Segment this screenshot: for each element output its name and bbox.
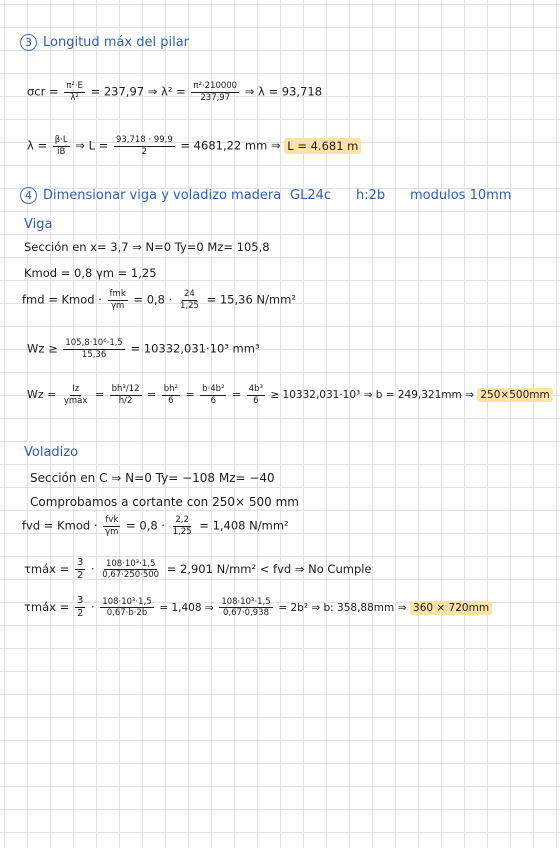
numerator: 108·10³·1,5: [105, 558, 156, 569]
numerator: 3: [76, 557, 84, 568]
wz-equation-1: [27, 339, 260, 359]
fraction: [191, 82, 239, 102]
fraction: [110, 385, 142, 405]
denominator: 0,67·250·500: [102, 570, 160, 580]
fraction: [103, 516, 120, 536]
section-title: Longitud máx del pilar: [43, 35, 190, 50]
numerator: 93,718 · 99,9: [115, 135, 173, 145]
denominator: λ²: [70, 92, 79, 103]
denominator: 1,25: [172, 526, 192, 537]
highlighted-result: 250×500mm: [477, 388, 552, 402]
eq-lhs: λ =: [27, 138, 48, 153]
numerator: bh²: [163, 384, 178, 394]
fraction: [53, 136, 70, 156]
sigma-cr-equation: [27, 82, 322, 102]
fraction: [247, 385, 265, 405]
equals: =: [147, 388, 157, 401]
tau-equation-2: [24, 596, 492, 619]
section-number: 3: [20, 34, 37, 51]
denominator: 0,67·0,938: [223, 608, 269, 618]
fvd-equation: [22, 516, 289, 536]
eq-rest: = 4681,22 mm ⇒: [180, 138, 281, 153]
eq-mid: = 0,8 ·: [133, 292, 173, 307]
denominator: 2: [76, 608, 84, 619]
dot: ·: [90, 562, 95, 576]
voladizo-heading: Voladizo: [24, 445, 79, 460]
denominator: 6: [210, 395, 217, 406]
voladizo-comprobamos: Comprobamos a cortante con 250× 500 mm: [30, 495, 299, 509]
equals: =: [94, 388, 105, 401]
fraction: [200, 385, 226, 405]
fraction: [100, 560, 161, 580]
fraction: [62, 385, 90, 405]
fmd-equation: [22, 290, 296, 310]
denominator: 6: [168, 395, 174, 406]
numerator: fvk: [105, 515, 119, 525]
fraction: [171, 516, 194, 536]
eq-mid: = 237,97 ⇒ λ² =: [90, 84, 186, 99]
denominator: 1,25: [179, 300, 199, 311]
voladizo-seccion: Sección en C ⇒ N=0 Ty= −108 Mz= −40: [30, 471, 275, 485]
fraction: [75, 558, 85, 581]
numerator: 105,8·10⁶·1,5: [65, 338, 123, 348]
eq-lhs: Wz =: [27, 388, 57, 401]
tau-equation-1: [24, 558, 372, 581]
denominator: γm: [105, 526, 119, 537]
equals: =: [185, 388, 195, 401]
numerator: π²·210000: [193, 81, 238, 91]
denominator: 2: [141, 146, 148, 157]
equals: =: [231, 388, 242, 401]
eq-rest: = 2,901 N/mm² < fvd ⇒ No Cumple: [166, 562, 372, 576]
eq-mid: ⇒ L =: [75, 138, 109, 153]
numerator: π²·E: [66, 81, 83, 91]
eq-lhs: fvd = Kmod ·: [22, 518, 98, 533]
viga-seccion: Sección en x= 3,7 ⇒ N=0 Ty=0 Mz= 105,8: [24, 240, 270, 254]
fraction: [75, 596, 85, 619]
denominator: iB: [57, 146, 66, 157]
denominator: 0,67·b·2b: [106, 608, 148, 618]
numerator: bh³/12: [111, 384, 140, 394]
viga-heading: Viga: [24, 217, 53, 232]
dot: ·: [90, 600, 95, 614]
eq-rest: = 2b² ⇒ b: 358,88mm ⇒: [278, 602, 407, 614]
highlighted-result: L = 4.681 m: [284, 138, 361, 154]
eq-lhs: τmáx =: [24, 600, 70, 614]
lambda-equation: [27, 136, 361, 156]
denominator: γm: [110, 300, 125, 311]
section-3-heading: [20, 34, 189, 51]
fraction: [108, 290, 128, 310]
numerator: 108·10³·1,5: [221, 596, 271, 607]
viga-kmod: Kmod = 0,8 γm = 1,25: [24, 266, 157, 280]
fraction: [64, 82, 85, 102]
eq-rest: ⇒ λ = 93,718: [244, 84, 323, 99]
eq-rest: = 15,36 N/mm²: [206, 292, 296, 307]
eq-lhs: Wz ≥: [27, 341, 58, 356]
highlighted-result: 360 × 720mm: [410, 601, 492, 615]
section-4-heading: [20, 187, 281, 204]
modules-label: modulos 10mm: [410, 188, 512, 203]
fraction: [162, 385, 180, 405]
fraction: [178, 290, 201, 310]
denominator: h/2: [118, 395, 133, 406]
height-relation: h:2b: [356, 188, 386, 203]
denominator: 237,97: [200, 92, 231, 103]
fraction: [100, 598, 153, 618]
numerator: 3: [76, 595, 84, 606]
denominator: 15,36: [81, 349, 107, 360]
section-title: Dimensionar viga y voladizo madera: [43, 188, 282, 203]
denominator: 6: [253, 395, 259, 406]
numerator: Iz: [72, 384, 80, 394]
eq-rest: ≥ 10332,031·10³ ⇒ b = 249,321mm ⇒: [270, 389, 474, 401]
wz-equation-2: [27, 385, 553, 405]
eq-mid: = 0,8 ·: [126, 518, 166, 533]
numerator: 108·10³·1,5: [102, 596, 152, 607]
numerator: 2,2: [175, 515, 189, 525]
eq-rest: = 1,408 N/mm²: [199, 518, 289, 533]
fraction: [63, 339, 124, 359]
numerator: b·4b²: [202, 384, 225, 394]
material-label: GL24c: [290, 188, 332, 203]
numerator: β·L: [54, 135, 68, 145]
numerator: 24: [184, 289, 195, 299]
fraction: [114, 136, 175, 156]
denominator: 2: [76, 570, 84, 581]
section-number: 4: [20, 187, 37, 204]
eq-mid: = 1,408 ⇒: [159, 602, 214, 614]
eq-rest: = 10332,031·10³ mm³: [130, 341, 260, 356]
denominator: ymáx: [63, 395, 88, 406]
eq-lhs: σcr =: [27, 84, 59, 99]
numerator: fmk: [109, 289, 126, 299]
numerator: 4b³: [248, 384, 263, 394]
eq-lhs: fmd = Kmod ·: [22, 292, 102, 307]
eq-lhs: τmáx =: [24, 562, 70, 576]
fraction: [219, 598, 272, 618]
